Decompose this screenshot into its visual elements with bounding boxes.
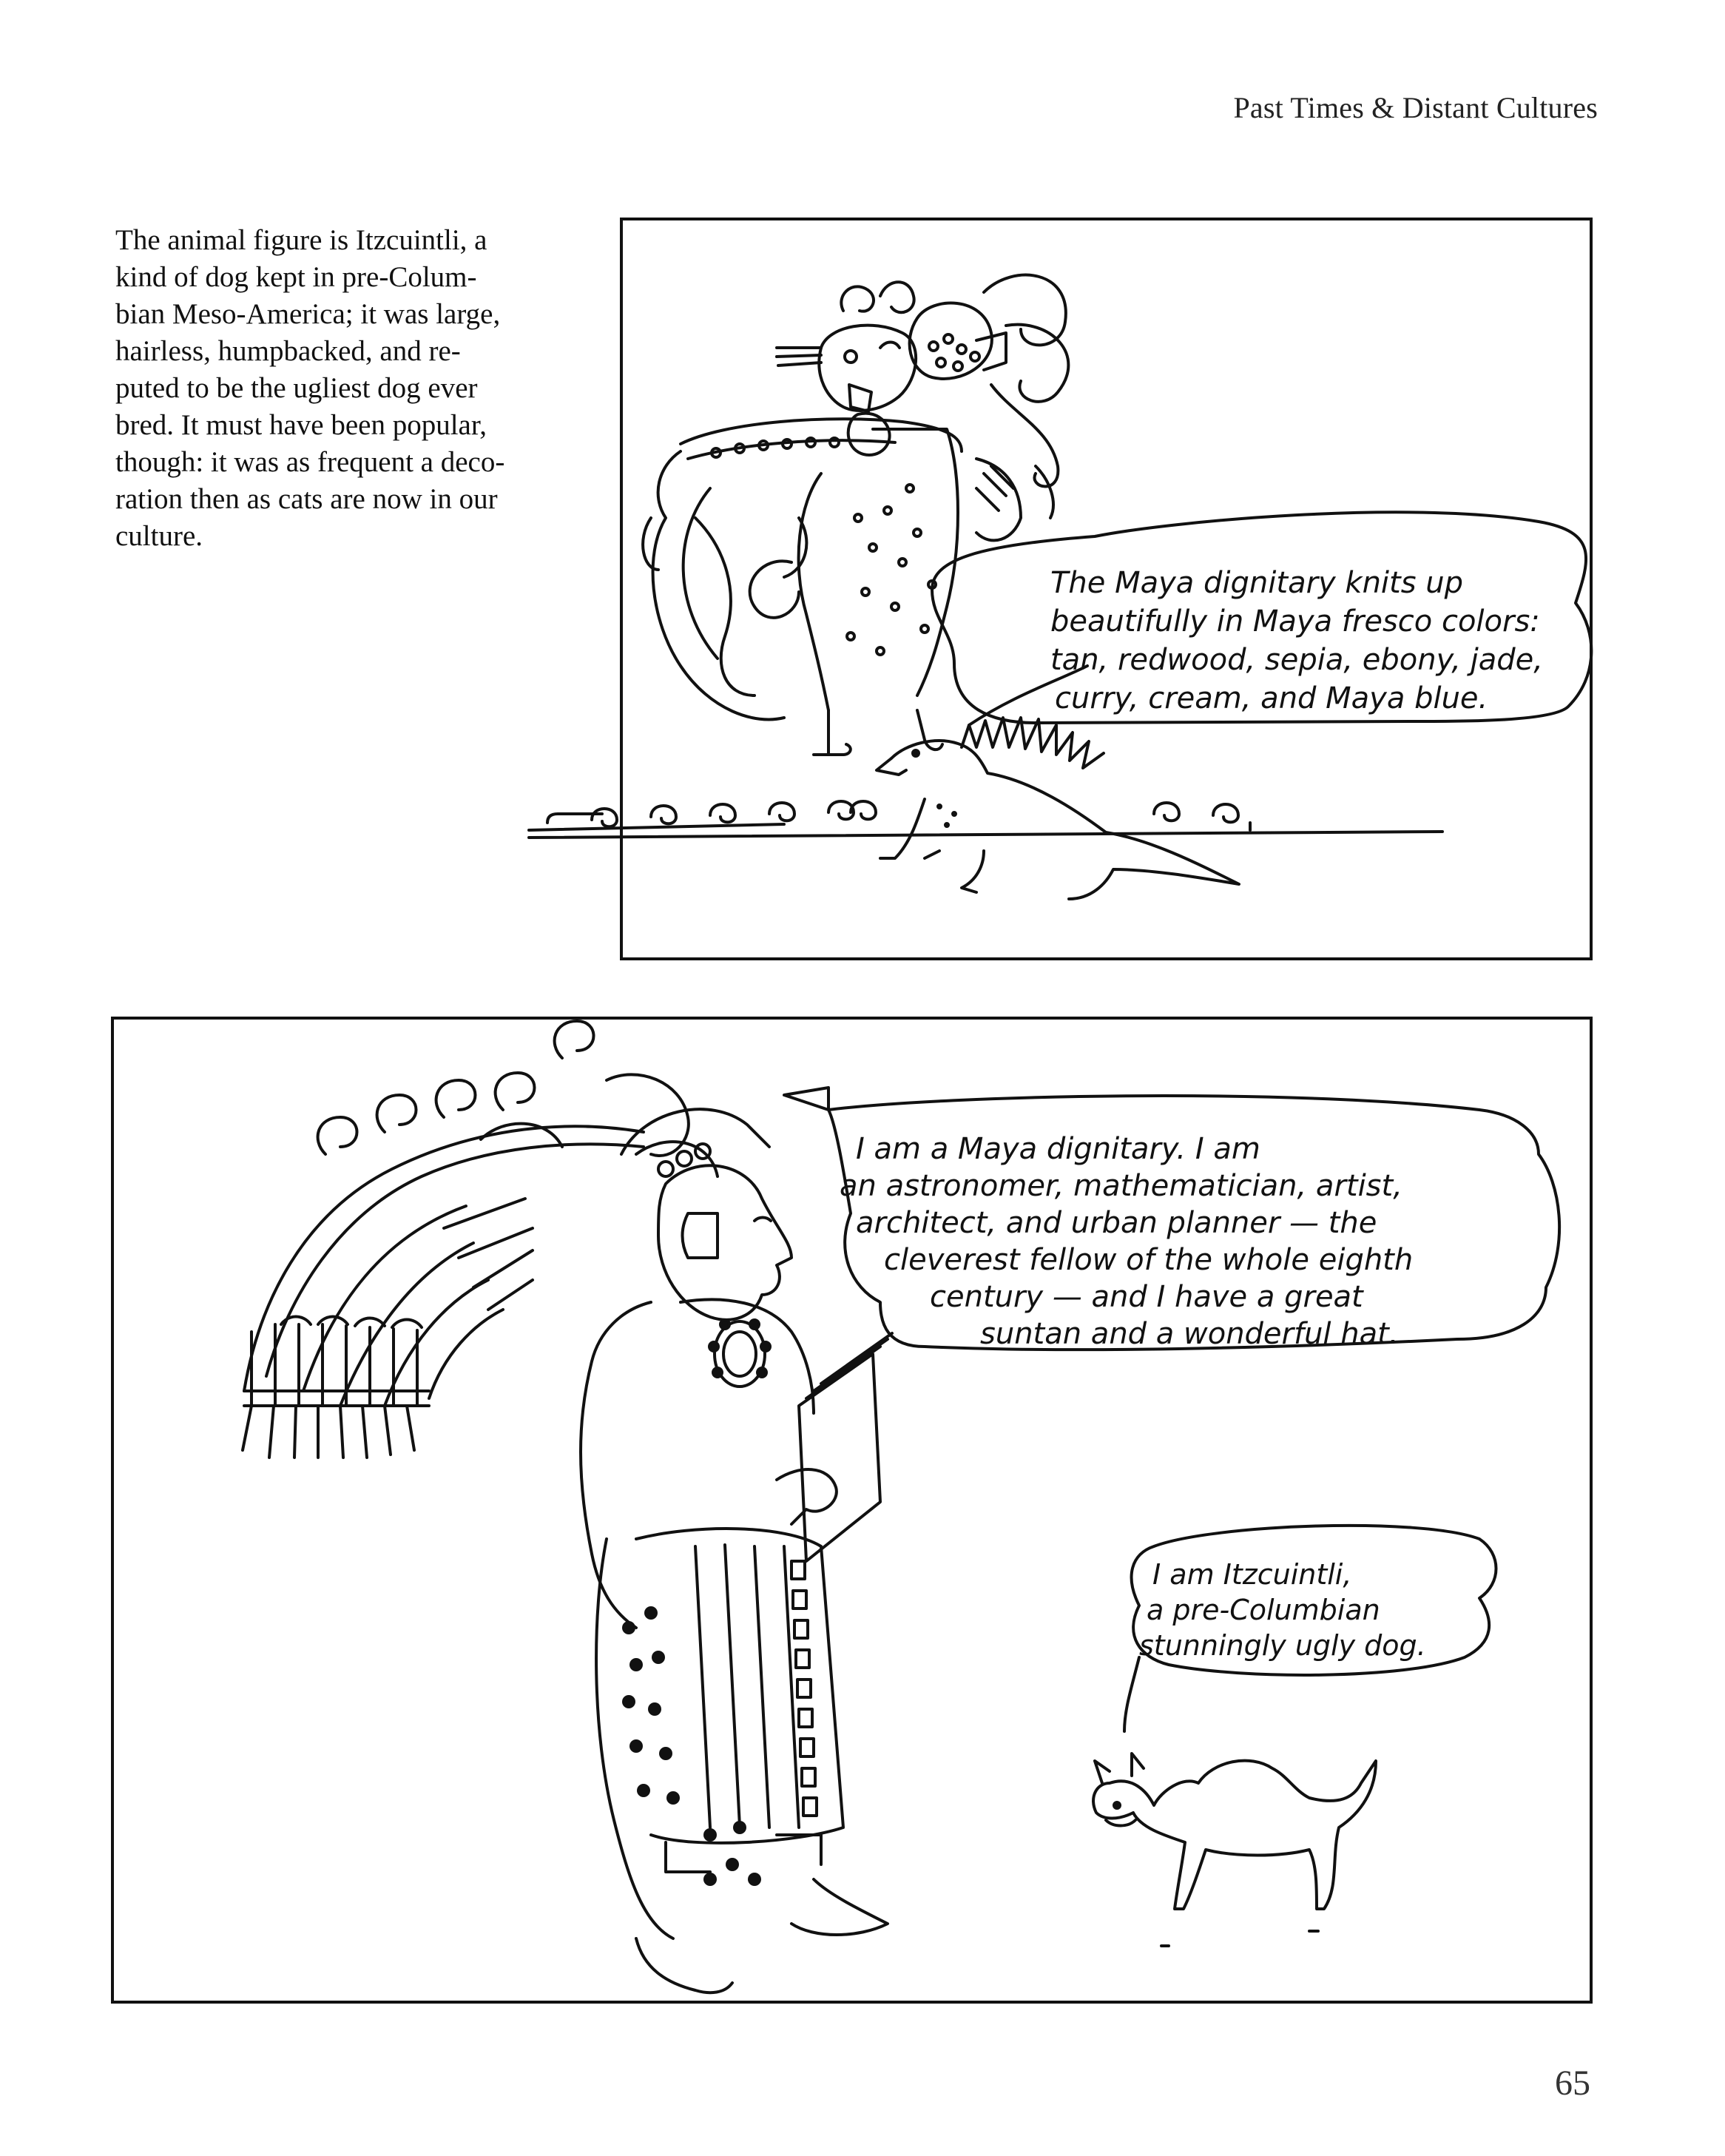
speech-line: The Maya dignitary knits up <box>1050 566 1464 600</box>
page-number: 65 <box>1555 2064 1590 2103</box>
speech-line: suntan and a wonderful hat. <box>980 1317 1399 1351</box>
maya-dignitary-illustration <box>243 1021 892 1992</box>
speech-line: a pre-Columbian <box>1147 1594 1380 1626</box>
speech-line: beautifully in Maya fresco colors: <box>1050 604 1540 639</box>
speech-text-dog <box>1139 1557 1426 1663</box>
running-head: Past Times & Distant Cultures <box>1233 91 1598 124</box>
speech-line: I am Itzcuintli, <box>1152 1558 1352 1591</box>
itzcuintli-dog-illustration <box>1093 1754 1376 1946</box>
speech-text-dignitary <box>840 1131 1413 1352</box>
itzcuintli-creature-illustration <box>877 718 1239 899</box>
body-text-line: though: it was as frequent a deco- <box>115 446 505 478</box>
speech-line: an astronomer, mathematician, artist, <box>840 1169 1402 1203</box>
body-text-line: The animal figure is Itzcuintli, a <box>115 224 487 256</box>
maya-figure-illustration <box>529 275 1442 838</box>
body-text-line: kind of dog kept in pre-Colum- <box>115 261 477 293</box>
speech-line: architect, and urban planner — the <box>856 1206 1377 1240</box>
body-text-line: hairless, humpbacked, and re- <box>115 335 461 367</box>
body-text-line: ration then as cats are now in our <box>115 483 498 515</box>
speech-line: cleverest fellow of the whole eighth <box>884 1243 1414 1277</box>
speech-line: I am a Maya dignitary. I am <box>856 1132 1260 1166</box>
body-text-line: bian Meso-America; it was large, <box>115 298 501 330</box>
speech-line: curry, cream, and Maya blue. <box>1055 681 1488 715</box>
body-text-line: culture. <box>115 520 203 552</box>
speech-line: century — and I have a great <box>930 1280 1363 1314</box>
body-text-line: bred. It must have been popular, <box>115 409 487 441</box>
body-text-line: puted to be the ugliest dog ever <box>115 372 478 404</box>
speech-text-top <box>1050 564 1543 718</box>
speech-line: stunningly ugly dog. <box>1139 1629 1426 1662</box>
speech-line: tan, redwood, sepia, ebony, jade, <box>1050 643 1543 677</box>
